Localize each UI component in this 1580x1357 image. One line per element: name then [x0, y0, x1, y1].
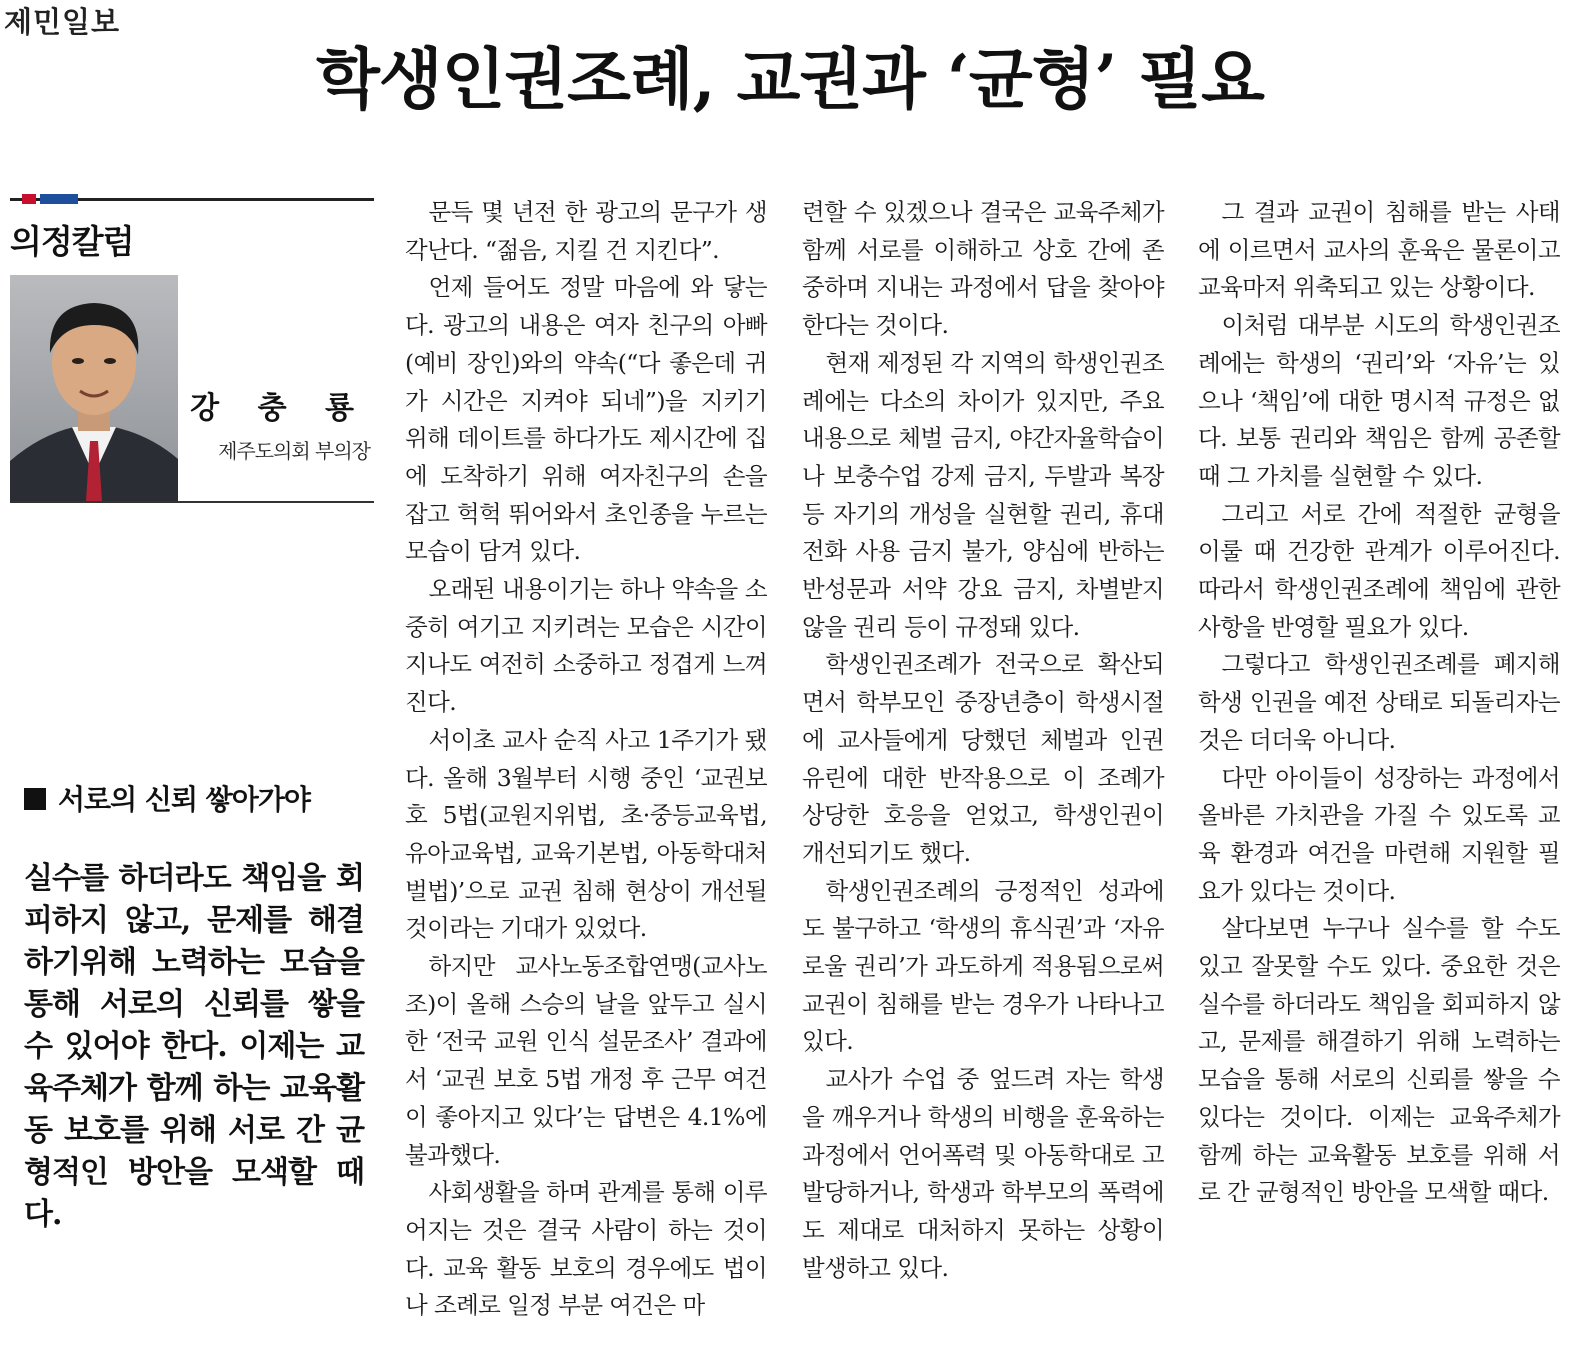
column-sidebar [10, 192, 374, 503]
author-name: 강 충 룡 [190, 391, 368, 426]
paragraph: 살다보면 누구나 실수를 할 수도 있고 잘못할 수도 있다. 중요한 것은 실수를 하더라도 책임을 회피하지 않고, 문제를 해결하기 위해 노력하는 모습을 통해 서로의 신뢰를 쌓을 수 있다는 것이다. 이제는 교육주체가 함께 하는 교육활동 보호를 위해 서로 간 균형적인 방안을 모색할 때다. [1198, 914, 1560, 1207]
paragraph: 다만 아이들이 성장하는 과정에서 올바른 가치관을 가질 수 있도록 교육 환경과 여건을 마련해 지원할 필요가 있다는 것이다. [1198, 763, 1560, 905]
author-profile [10, 275, 374, 503]
paragraph: 이처럼 대부분 시도의 학생인권조례에는 학생의 ‘권리’와 ‘자유’는 있으나 ‘책임’에 대한 명시적 규정은 없다. 보통 권리와 책임은 함께 공존할 때 그 가치를 실현할 수 있다. [1198, 311, 1560, 490]
article-column-2 [802, 194, 1164, 1287]
paragraph: 그 결과 교권이 침해를 받는 사태에 이르면서 교사의 훈육은 물론이고 교육마저 위축되고 있는 상황이다. [1198, 198, 1560, 302]
paragraph: 하지만 교사노동조합연맹(교사노조)이 올해 스승의 날을 앞두고 실시한 ‘전국 교원 인식 설문조사’ 결과에서 ‘교권 보호 5법 개정 후 근무 여건이 좋아지고 있다’는 답변은 4.1%에 불과했다. [405, 952, 767, 1169]
article-headline: 학생인권조례, 교권과 ‘균형’ 필요 [316, 40, 1264, 118]
section-rule [10, 192, 374, 206]
paragraph: 문득 몇 년전 한 광고의 문구가 생각난다. “젊음, 지킬 건 지킨다”. [405, 198, 767, 264]
article-column-3 [1198, 194, 1560, 1212]
paragraph: 교사가 수업 중 엎드려 자는 학생을 깨우거나 학생의 비행을 훈육하는 과정에서 언어폭력 및 아동학대로 고발당하거나, 학생과 학부모의 폭력에도 제대로 대처하지 못하는 상황이 발생하고 있다. [802, 1065, 1164, 1282]
paragraph: 사회생활을 하며 관계를 통해 이루어지는 것은 결국 사람이 하는 것이다. 교육 활동 보호의 경우에도 법이나 조례로 일정 부분 여건은 마 [405, 1178, 767, 1320]
paragraph: 그렇다고 학생인권조례를 폐지해 학생 인권을 예전 상태로 되돌리자는 것은 더더욱 아니다. [1198, 650, 1560, 754]
paragraph: 오래된 내용이기는 하나 약속을 소중히 여기고 지키려는 모습은 시간이 지나도 여전히 소중하고 정겹게 느껴진다. [405, 575, 767, 717]
article-column-1 [405, 194, 767, 1325]
pull-quote: 실수를 하더라도 책임을 회피하지 않고, 문제를 해결하기위해 노력하는 모습을 통해 서로의 신뢰를 쌓을 수 있어야 한다. 이제는 교육주체가 함께 하는 교육활동 보호를 위해 서로 간 균형적인 방안을 모색할 때다. [24, 861, 364, 1232]
newspaper-masthead: 제민일보 [4, 5, 121, 39]
square-bullet-icon [24, 788, 46, 810]
paragraph: 학생인권조례가 전국으로 확산되면서 학부모인 중장년층이 학생시절에 교사들에게 당했던 체벌과 인권 유린에 대한 반작용으로 이 조례가 상당한 호응을 얻었고, 학생인권이 개선되기도 했다. [802, 650, 1164, 867]
paragraph: 련할 수 있겠으나 결국은 교육주체가 함께 서로를 이해하고 상호 간에 존중하며 지내는 과정에서 답을 찾아야 한다는 것이다. [802, 198, 1164, 340]
section-label: 의정칼럼 [10, 222, 134, 261]
paragraph: 언제 들어도 정말 마음에 와 닿는다. 광고의 내용은 여자 친구의 아빠(예비 장인)와의 약속(“다 좋은데 귀가 시간은 지켜야 되네”)을 지키기 위해 데이트를 하다가도 제시간에 집에 도착하기 위해 여자친구의 손을 잡고 헉헉 뛰어와서 초인종을 누르는 모습이 담겨 있다. [405, 273, 767, 566]
paragraph: 학생인권조례의 긍정적인 성과에도 불구하고 ‘학생의 휴식권’과 ‘자유로울 권리’가 과도하게 적용됨으로써 교권이 침해를 받는 경우가 나타나고 있다. [802, 876, 1164, 1056]
author-role: 제주도의회 부의장 [218, 439, 370, 463]
author-portrait [10, 275, 178, 501]
paragraph: 서이초 교사 순직 사고 1주기가 됐다. 올해 3월부터 시행 중인 ‘교권보호 5법(교원지위법, 초·중등교육법, 유아교육법, 교육기본법, 아동학대처벌법)’으로 교권 침해 현상이 개선될 것이라는 기대가 있었다. [405, 725, 767, 943]
paragraph: 그리고 서로 간에 적절한 균형을 이룰 때 건강한 관계가 이루어진다. 따라서 학생인권조례에 책임에 관한 사항을 반영할 필요가 있다. [1198, 499, 1560, 641]
paragraph: 현재 제정된 각 지역의 학생인권조례에는 다소의 차이가 있지만, 주요 내용으로 체벌 금지, 야간자율학습이나 보충수업 강제 금지, 두발과 복장 등 자기의 개성을 실현할 권리, 휴대전화 사용 금지 불가, 양심에 반하는 반성문과 서약 강요 금지, 차별받지 않을 권리 등이 규정돼 있다. [802, 348, 1164, 641]
pull-quote-heading: 서로의 신뢰 쌓아가야 [24, 778, 310, 818]
